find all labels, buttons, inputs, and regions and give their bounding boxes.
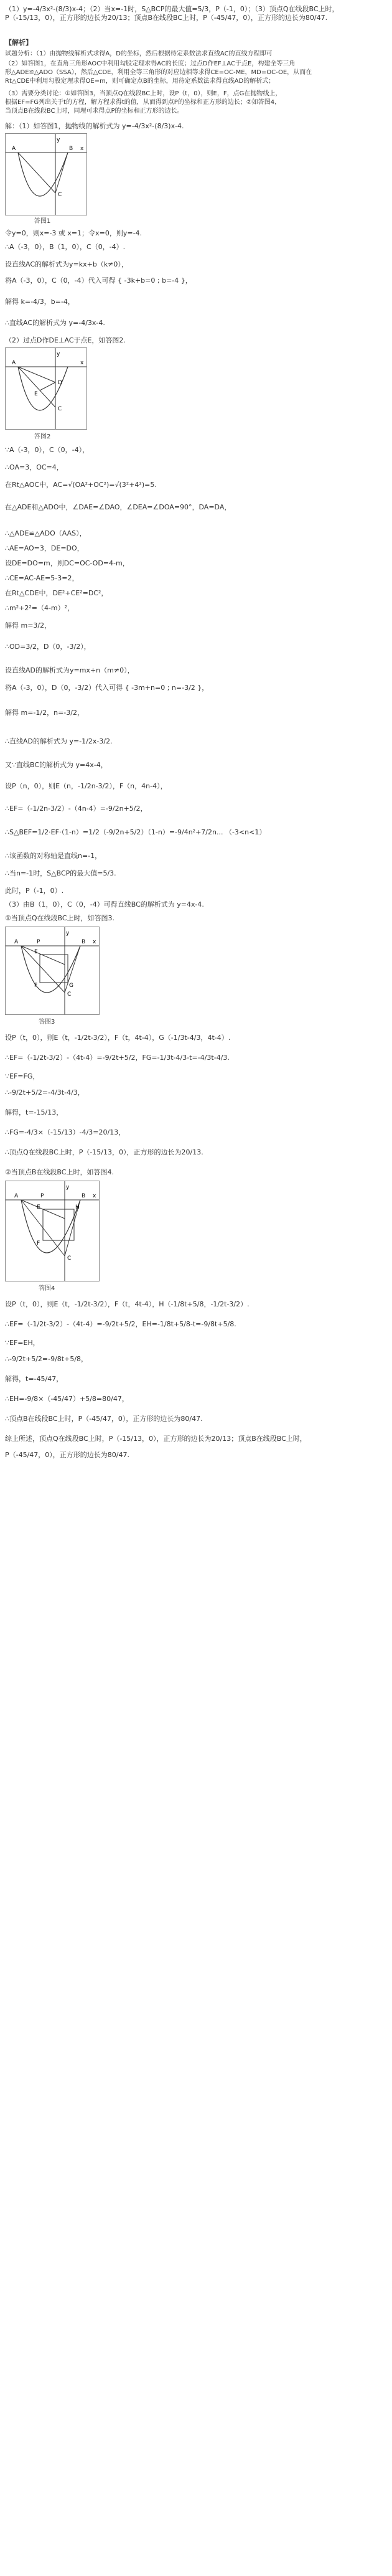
sol3b-line: 综上所述，顶点Q在线段BC上时，P（-15/13，0），正方形的边长为20/13；顶点B在线段BC上时， (5, 1435, 307, 1443)
svg-text:E: E (34, 391, 38, 397)
svg-text:P: P (40, 1193, 44, 1199)
sol2-line: 在Rt△AOC中，AC=√(OA²+OC²)=√(3²+4²)=5. (5, 481, 157, 489)
sol2-line: ∴OA=3，OC=4， (5, 463, 63, 471)
sol2-line: ∴OD=3/2，D（0，-3/2）， (5, 643, 91, 651)
sol2b-line: ∴该函数的对称轴是直线n=-1， (5, 852, 102, 860)
svg-text:C: C (67, 991, 72, 998)
svg-text:B: B (82, 1193, 86, 1199)
sol2b-line: ∴EF=（-1/2n-3/2）-（4n-4）=-9/2n+5/2， (5, 804, 147, 813)
sol2-line: ∴m²+2²=（4-m）²， (5, 604, 75, 612)
analysis-line: （3）需要分类讨论：①如答图3，当顶点Q在线段BC上时，设P（t，0），则E，F，点G在抛物线上， (5, 90, 282, 97)
svg-text:A: A (14, 939, 19, 945)
svg-text:E: E (37, 1204, 40, 1210)
sol3b-line: 解得，t=-45/47， (5, 1375, 63, 1383)
sol2-line: ∵A（-3，0），C（0，-4）， (5, 446, 90, 454)
svg-text:y: y (57, 351, 60, 357)
sol2b-line: 此时，P（-1，0）. (5, 887, 64, 895)
svg-text:C: C (67, 1255, 72, 1262)
sol3a-line: 解得，t=-15/13， (5, 1108, 63, 1116)
sol2-header: （2）过点D作DE⊥AC于点E，如答图2. (5, 336, 126, 344)
sol1-line: 令y=0，则x=-3 或 x=1；令x=0，则y=-4. (5, 229, 142, 237)
analysis-line: 当顶点B在线段BC上时，同理可求得点P的坐标和正方形的边长。 (5, 108, 184, 115)
analysis-heading: 【解析】 (5, 39, 32, 47)
figure-3-graph (6, 927, 99, 1014)
svg-text:B: B (69, 146, 73, 152)
sol3b-line: ∵EF=EH， (5, 1339, 40, 1347)
svg-text:C: C (58, 406, 62, 412)
sol3a-line: 设P（t，0），则E（t，-1/2t-3/2），F（t，4t-4），G（-1/3t-4/3，4t-4）. (5, 1034, 231, 1042)
sol2-line: ∴直线AD的解析式为 y=-1/2x-3/2. (5, 737, 113, 745)
sol2b-line: ∴当n=-1时，S△BCP的最大值=5/3. (5, 869, 116, 877)
svg-text:A: A (14, 1193, 19, 1199)
sol3b-line: ∴EF=（-1/2t-3/2）-（4t-4）=-9/2t+5/2，EH=-1/8t+5/8-t=-9/8t+5/8. (5, 1320, 236, 1328)
sol2b-line: 又∵直线BC的解析式为 y=4x-4， (5, 761, 108, 769)
svg-text:B: B (82, 939, 86, 945)
sol1-line: ∴直线AC的解析式为 y=-4/3x-4. (5, 319, 105, 327)
figure-1-graph (6, 134, 86, 215)
sol2b-line: 设P（n，0），则E（n，-1/2n-3/2），F（n，4n-4）， (5, 782, 167, 790)
sol2b-line: （3）由B（1，0），C（0，-4）可得直线BC的解析式为 y=4x-4. (5, 900, 204, 908)
svg-text:G: G (69, 983, 73, 989)
figure-2-caption: 答图2 (34, 433, 51, 440)
sol1-header: 解：（1）如答图1，抛物线的解析式为 y=-4/3x²-(8/3)x-4. (5, 122, 184, 130)
sol2-line: 解得 m=3/2， (5, 621, 52, 630)
sol3b-line: 设P（t，0），则E（t，-1/2t-3/2），F（t，4t-4），H（-1/8t+5/8，-1/2t-3/2）. (5, 1300, 250, 1308)
answer-line-1: （1）y=-4/3x²-(8/3)x-4；（2）当x=-1时，S△BCP的最大值=5/3，P（-1，0）；（3）顶点Q在线段BC上时， (5, 5, 339, 13)
svg-text:C: C (58, 192, 62, 198)
sol3b-line: P（-45/47，0），正方形的边长为80/47. (5, 1451, 129, 1459)
sol3a-line: ∴FG=-4/3×（-15/13）-4/3=20/13， (5, 1128, 126, 1136)
analysis-line: 试题分析：（1）由抛物线解析式求得A，D的坐标，然后根据待定系数法求直线AC的直线方程即可 (5, 50, 273, 57)
analysis-line: 形△ADE≌△ADO（SSA），然后△CDE，利用全等三角形的对应边相等求得CE=OC-ME，MD=OC-OE，从而在 (5, 69, 312, 76)
figure-1-caption: 答图1 (34, 218, 51, 225)
sol2-line: 设DE=DO=m，则DC=OC-OD=4-m， (5, 559, 129, 567)
svg-text:y: y (57, 137, 60, 143)
sol3b-line: ∴-9/2t+5/2=-9/8t+5/8， (5, 1355, 88, 1363)
svg-text:A: A (12, 146, 16, 152)
svg-text:y: y (66, 1184, 70, 1191)
svg-text:A: A (12, 360, 16, 366)
sol2b-line: ∴S△BEF=1/2·EF·（1-n）=1/2（-9/2n+5/2）（1-n）=-9/4n²+7/2n... （-3<n<1） (5, 828, 266, 836)
analysis-line: Rt△CDE中利用勾股定理求得OE=m，则可确定点B的坐标，用待定系数法求得直线AD的解析式； (5, 78, 275, 85)
sol3b-line: ∴顶点B在线段BC上时，P（-45/47，0），正方形的边长为80/47. (5, 1415, 203, 1423)
sol2-line: 将A（-3，0），D（0，-3/2）代入可得 { -3m+n=0 ; n=-3/2 }， (5, 684, 209, 692)
figure-4 (5, 1181, 100, 1281)
figure-4-caption: 答图4 (39, 1285, 55, 1292)
sol2-line: 解得 m=-1/2，n=-3/2， (5, 709, 84, 717)
sol2-line: ∴AE=AO=3，DE=DO， (5, 544, 84, 552)
svg-text:x: x (80, 146, 84, 152)
figure-1 (5, 133, 87, 215)
sol3a-line: ∵EF=FG， (5, 1072, 40, 1080)
figure-2-graph (6, 348, 86, 429)
sol1-line: 将A（-3，0），C（0，-4）代入可得 { -3k+b=0 ; b=-4 }， (5, 276, 192, 285)
svg-text:H: H (75, 1204, 80, 1210)
svg-text:x: x (93, 939, 96, 945)
sol2b-line: ①当顶点Q在线段BC上时，如答图3. (5, 914, 115, 922)
sol3a-line: ∴EF=（-1/2t-3/2）-（4t-4）=-9/2t+5/2，FG=-1/3t-4/3-t=-4/3t-4/3. (5, 1054, 230, 1062)
sol2-line: 设直线AD的解析式为y=mx+n（m≠0）， (5, 666, 134, 674)
sol2-line: ∴CE=AC-AE=5-3=2， (5, 574, 79, 582)
sol1-line: 解得 k=-4/3，b=-4， (5, 298, 75, 306)
svg-text:F: F (34, 983, 38, 989)
svg-text:y: y (66, 930, 70, 937)
figure-2 (5, 347, 87, 430)
figure-3 (5, 927, 100, 1015)
sol2-line: 在△ADE和△ADO中，∠DAE=∠DAO，∠DEA=∠DOA=90°，DA=DA， (5, 503, 231, 511)
analysis-line: （2）如答图1，在直角三角形AOC中利用勾股定理求得AC的长度；过点D作EF⊥AC于点E，构建全等三角 (5, 60, 296, 67)
svg-text:F: F (37, 1240, 40, 1247)
svg-text:P: P (37, 939, 40, 945)
analysis-line: 根据EF=FG列出关于t的方程，解方程求得t的值，从而得到点P的坐标和正方形的边长；②如答图4， (5, 99, 281, 106)
sol1-line: ∴A（-3，0），B（1，0），C（0，-4）. (5, 243, 126, 251)
svg-text:E: E (34, 949, 38, 955)
figure-4-graph (6, 1181, 99, 1281)
sol3a-line: ②当顶点B在线段BC上时，如答图4. (5, 1168, 114, 1176)
sol3b-line: ∴EH=-9/8×（-45/47）+5/8=80/47， (5, 1395, 129, 1403)
sol2-line: ∴△ADE≌△ADO（AAS）， (5, 529, 86, 537)
sol3a-line: ∴顶点Q在线段BC上时，P（-15/13，0），正方形的边长为20/13. (5, 1148, 203, 1156)
figure-3-caption: 答图3 (39, 1019, 55, 1026)
svg-text:D: D (58, 380, 62, 386)
svg-text:x: x (93, 1193, 96, 1199)
answer-line-2: P（-15/13，0），正方形的边长为20/13；顶点B在线段BC上时，P（-45/47，0），正方形的边长为80/47. (5, 14, 328, 22)
sol2-line: 在Rt△CDE中，DE²+CE²=DC²， (5, 589, 108, 597)
sol3a-line: ∴-9/2t+5/2=-4/3t-4/3， (5, 1088, 85, 1097)
svg-text:x: x (80, 360, 84, 366)
sol1-line: 设直线AC的解析式为y=kx+b（k≠0）， (5, 260, 128, 268)
